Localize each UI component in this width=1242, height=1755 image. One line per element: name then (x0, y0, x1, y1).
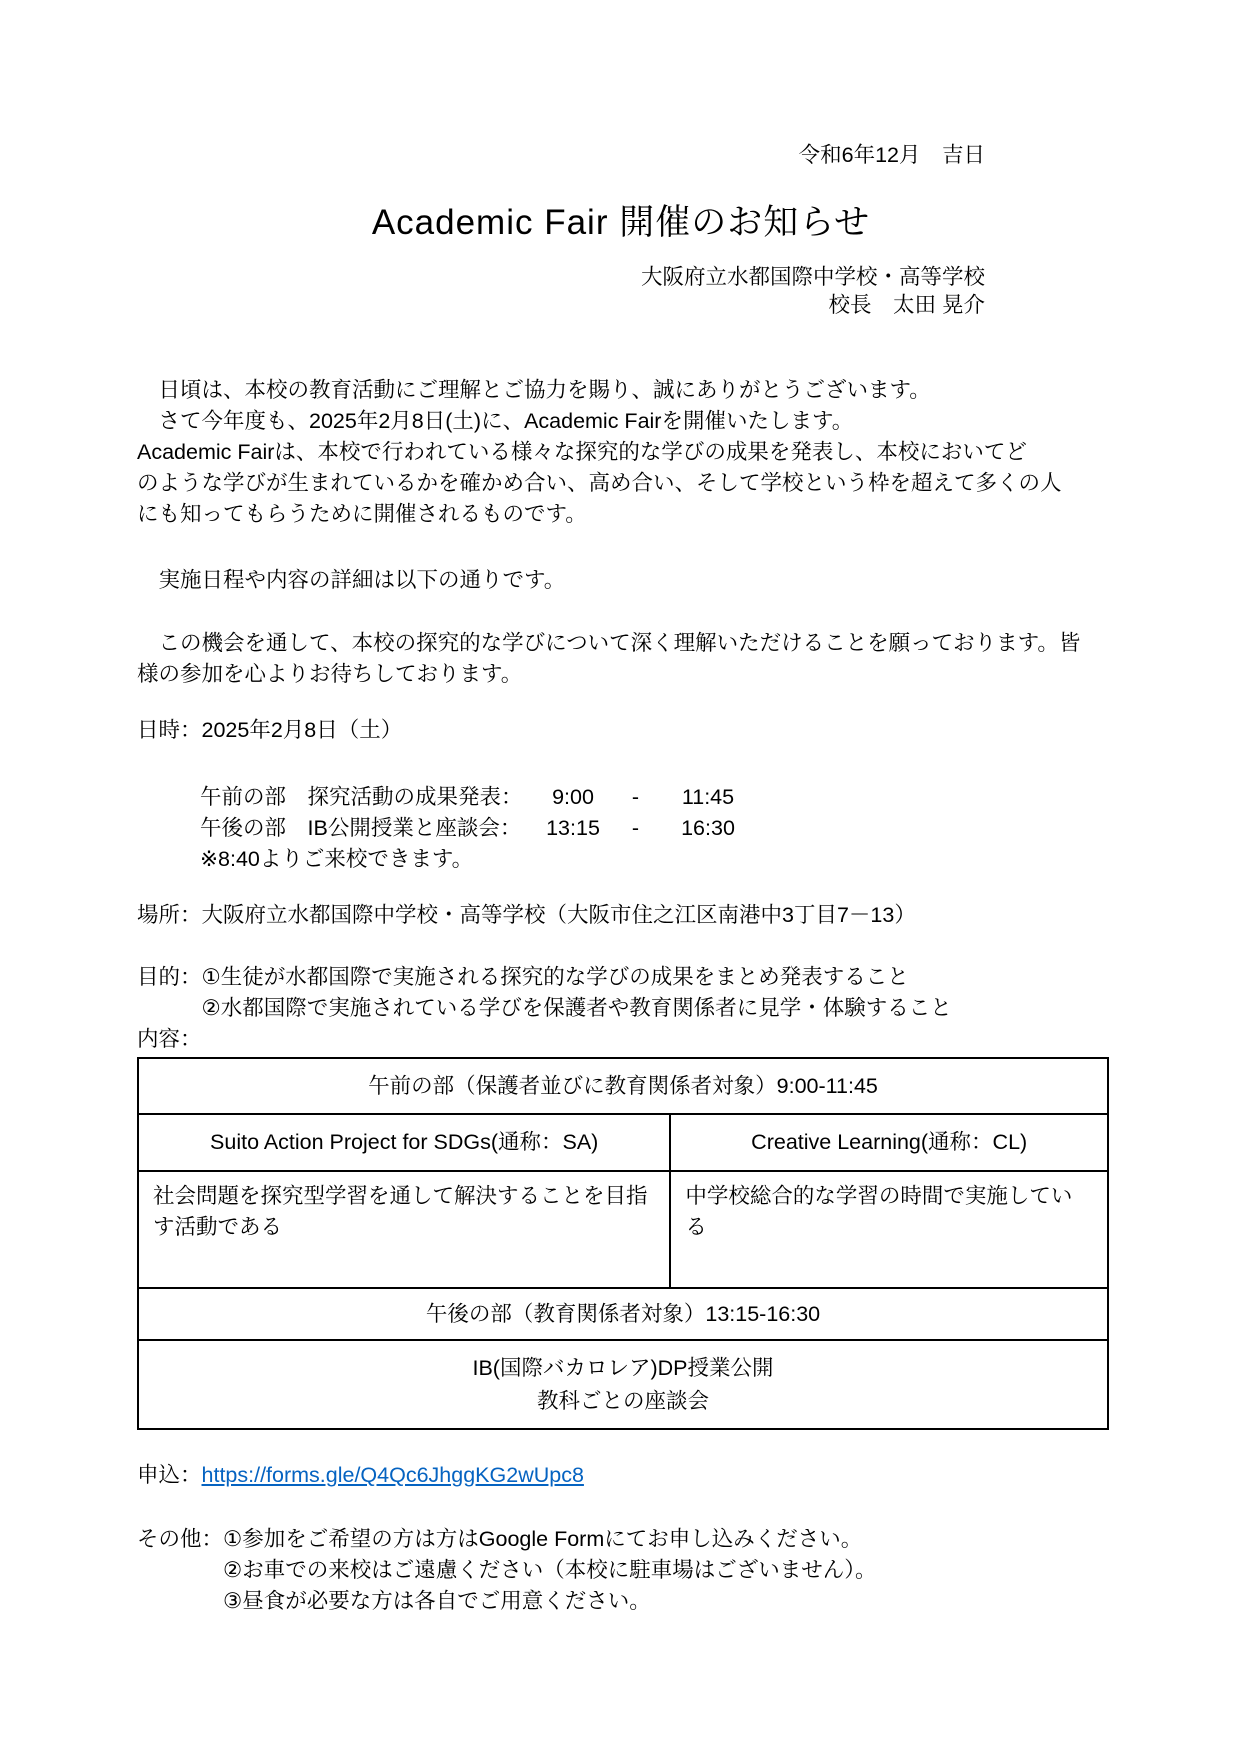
intro-line: にも知ってもらうために開催されるものです。 (137, 502, 587, 526)
intro-line: Academic Fairは、本校で行われている様々な探究的な学びの成果を発表し、本校においてど (137, 440, 1027, 464)
purpose-row (137, 962, 1109, 1024)
datetime-row (137, 715, 1109, 746)
schedule-block (200, 782, 1109, 875)
schedule-row-afternoon (200, 813, 1109, 844)
schedule-afternoon-separator: - (631, 816, 640, 840)
intro-line: のような学びが生まれているかを確かめ合い、高め合い、そして学校という枠を超えて多くの人 (137, 471, 1062, 495)
intro-paragraph-2: 実施日程や内容の詳細は以下の通りです。 (137, 568, 566, 592)
datetime-label: 日時： (137, 718, 202, 742)
program-desc-row (139, 1172, 1107, 1289)
afternoon-content-cell (139, 1341, 1107, 1428)
apply-row (137, 1460, 1109, 1491)
apply-link[interactable]: https://forms.gle/Q4Qc6JhggKG2wUpc8 (201, 1463, 584, 1487)
datetime-value: 2025年2月8日（土） (201, 718, 403, 742)
program-title-cell-sa: Suito Action Project for SDGs(通称：SA) (139, 1115, 671, 1170)
purpose-items (202, 962, 952, 1024)
apply-label: 申込： (137, 1463, 202, 1487)
other-items (223, 1524, 877, 1617)
other-item-2: ②お車での来校はご遠慮ください（本校に駐車場はございません）。 (223, 1558, 877, 1582)
program-table (137, 1057, 1109, 1430)
purpose-item-1: ①生徒が水都国際で実施される探究的な学びの成果をまとめ発表すること (201, 965, 909, 989)
other-notes (137, 1524, 1109, 1617)
schedule-afternoon-start: 13:15 (546, 816, 600, 840)
purpose-label: 目的： (137, 965, 202, 989)
byline (0, 263, 1242, 319)
date-line: 令和6年12月 吉日 (798, 143, 985, 167)
schedule-morning-end: 11:45 (681, 785, 735, 809)
document-title: Academic Fair 開催のお知らせ (371, 203, 871, 242)
intro-paragraph-3 (137, 628, 1109, 690)
schedule-morning-label: 午前の部 探究活動の成果発表： (200, 785, 523, 809)
schedule-morning-separator: - (631, 785, 640, 809)
intro-line: 日頃は、本校の教育活動にご理解とご協力を賜り、誠にありがとうございます。 (137, 378, 931, 402)
program-desc-cell-sa: 社会問題を探究型学習を通して解決することを目指す活動である (139, 1172, 671, 1287)
other-item-1: ①参加をご希望の方は方はGoogle Formにてお申し込みください。 (223, 1527, 863, 1551)
principal-name: 校長 太田 晃介 (828, 293, 985, 317)
schedule-afternoon-end: 16:30 (681, 816, 735, 840)
schedule-row-morning (200, 782, 1109, 813)
program-desc-cell-cl: 中学校総合的な学習の時間で実施している (685, 1184, 1073, 1239)
afternoon-content-line-1: IB(国際バカロレア)DP授業公開 (472, 1355, 774, 1380)
document-body (137, 375, 1109, 1617)
other-label: その他： (137, 1527, 224, 1551)
place-label: 場所： (137, 903, 202, 927)
intro-paragraph-1 (137, 375, 1109, 530)
place-row (137, 900, 1109, 931)
purpose-item-2: ②水都国際で実施されている学びを保護者や教育関係者に見学・体験すること (201, 996, 952, 1020)
intro-line: 様の参加を心よりお待ちしております。 (137, 662, 523, 686)
schedule-morning-start: 9:00 (552, 785, 594, 809)
school-name: 大阪府立水都国際中学校・高等学校 (640, 265, 985, 289)
schedule-note: ※8:40よりご来校できます。 (200, 847, 474, 871)
morning-header-cell: 午前の部（保護者並びに教育関係者対象）9:00-11:45 (139, 1059, 1107, 1115)
place-value: 大阪府立水都国際中学校・高等学校（大阪市住之江区南港中3丁目7－13） (201, 903, 916, 927)
program-title-cell-cl: Creative Learning(通称：CL) (751, 1130, 1028, 1154)
content-label: 内容： (137, 1027, 202, 1051)
other-item-3: ③昼食が必要な方は各自でご用意ください。 (223, 1589, 651, 1613)
afternoon-content-line-2: 教科ごとの座談会 (536, 1388, 709, 1413)
program-title-row (139, 1115, 1107, 1172)
schedule-afternoon-label: 午後の部 IB公開授業と座談会： (200, 816, 522, 840)
intro-line: さて今年度も、2025年2月8日(土)に、Academic Fairを開催いたします。 (137, 409, 854, 433)
afternoon-header-cell: 午後の部（教育関係者対象）13:15-16:30 (139, 1289, 1107, 1341)
intro-line: この機会を通して、本校の探究的な学びについて深く理解いただけることを願っております。皆 (137, 631, 1081, 655)
